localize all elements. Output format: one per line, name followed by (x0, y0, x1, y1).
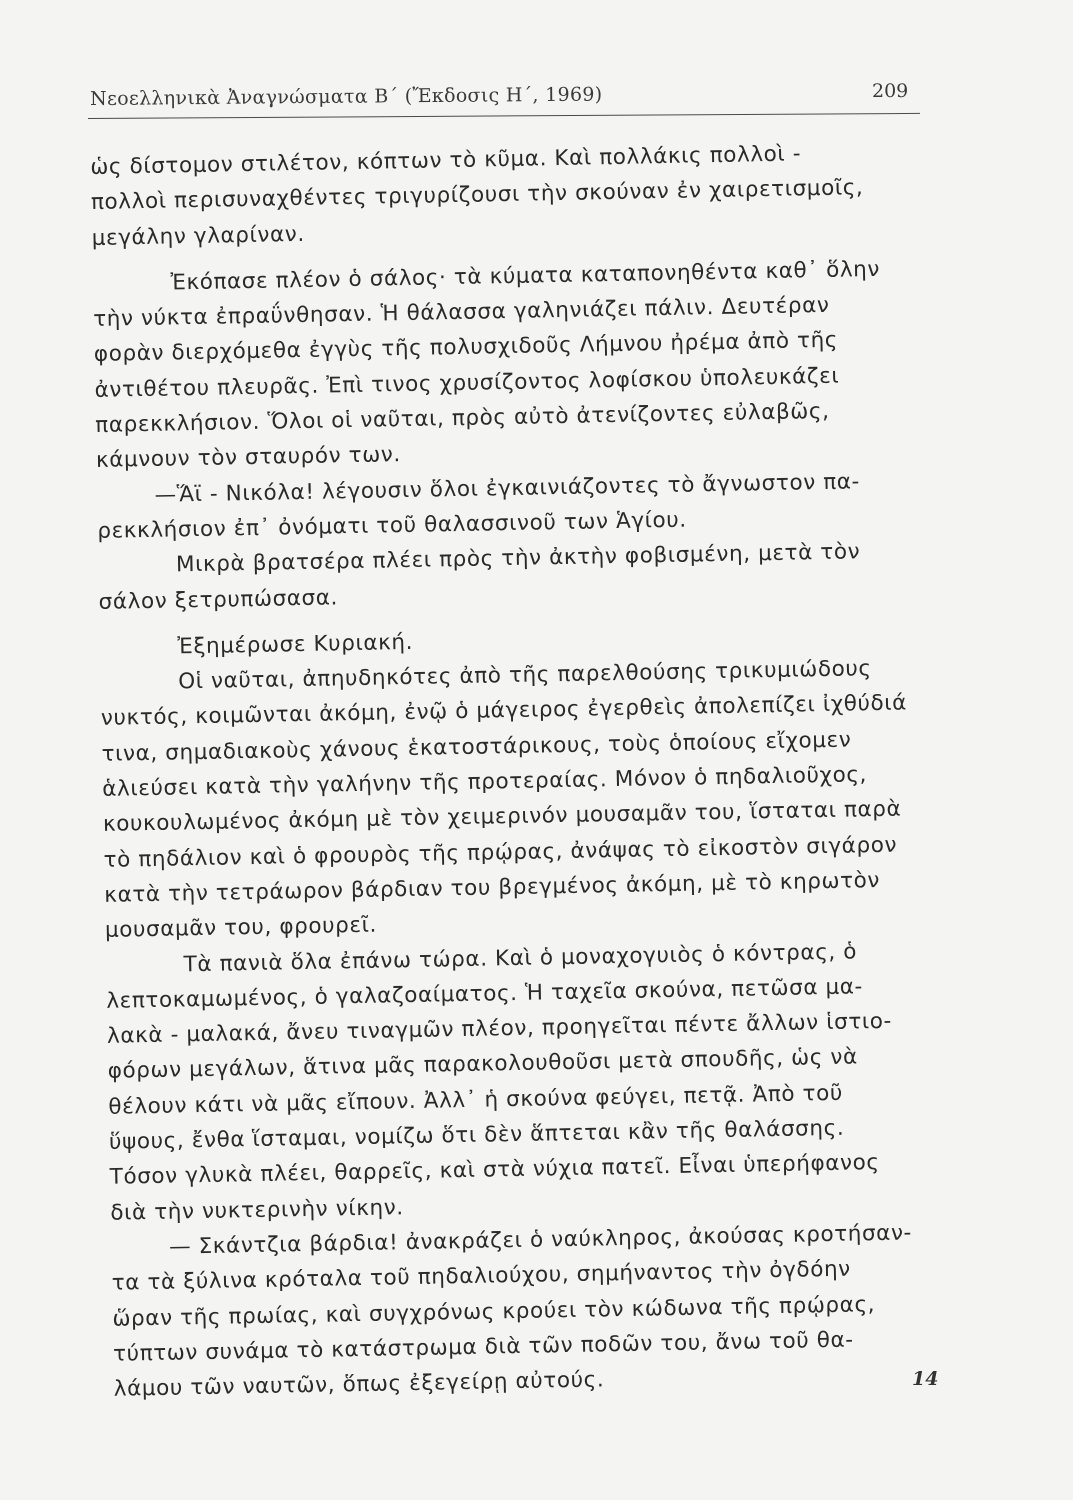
text-line: μουσαμᾶν του, φρουρεῖ. (104, 912, 378, 944)
text-line: μεγάλην γλαρίναν. (91, 221, 306, 251)
text-line: λεπτοκαμωμένος, ὁ γαλαζοαίματος. Ἡ ταχεῖα σκούνα, πετῶσα μα- (106, 974, 864, 1014)
text-line: κατὰ τὴν τετράωρον βάρδιαν του βρεγμένος ἀκόμη, μὲ τὸ κηρωτὸν (104, 867, 881, 908)
text-line: ρεκκλήσιον ἐπ᾽ ὀνόματι τοῦ θαλασσινοῦ των Ἁγίου. (97, 507, 687, 544)
header-rule (88, 113, 920, 119)
text-line: ὥραν τῆς πρωίας, καὶ συγχρόνως κρούει τὸν κώδωνα τῆς πρῴρας, (112, 1291, 876, 1332)
text-line: Τὰ πανιὰ ὅλα ἐπάνω τώρα. Καὶ ὁ μοναχογυιὸς ὁ κόντρας, ὁ (183, 938, 858, 977)
text-line: λακὰ - μαλακά, ἄνευ τιναγμῶν πλέον, προηγεῖται πέντε ἄλλων ἱστιο- (106, 1008, 893, 1049)
text-line: παρεκκλήσιον. Ὅλοι οἱ ναῦται, πρὸς αὐτὸ ἀτενίζοντες εὐλαβῶς, (95, 398, 830, 439)
text-line: ὡς δίστομον στιλέτον, κόπτων τὸ κῦμα. Καὶ πολλάκις πολλοὶ - (90, 141, 802, 180)
signature-mark: 14 (912, 1368, 939, 1390)
running-title: Νεοελληνικὰ Ἀναγνώσματα Β΄ (Ἔκδοσις Η΄, 1969) (90, 83, 603, 110)
page-number: 209 (872, 80, 909, 102)
text-line: ὕψους, ἔνθα ἵσταμαι, νομίζω ὅτι δὲν ἅπτεται κἂν τῆς θαλάσσης. (108, 1115, 845, 1155)
text-line: σάλον ξετρυπώσασα. (98, 584, 339, 615)
text-line: πολλοὶ περισυναχθέντες τριγυρίζουσι τὴν σκούναν ἐν χαιρετισμοῖς, (90, 175, 864, 216)
text-line: φορὰν διερχόμεθα ἐγγὺς τῆς πολυσχιδοῦς Λήμνου ἠρέμα ἀπὸ τῆς (93, 328, 839, 368)
text-line: Οἱ ναῦται, ἀπηυδηκότες ἀπὸ τῆς παρελθούσης τρικυμιώδους (177, 656, 872, 695)
text-line: ἁλιεύσει κατὰ τὴν γαλήνην τῆς προτεραίας. Μόνον ὁ πηδαλιοῦχος, (102, 762, 868, 802)
text-line: θέλουν κάτι νὰ μᾶς εἴπουν. Ἀλλ᾽ ἡ σκούνα φεύγει, πετᾷ. Ἀπὸ τοῦ (108, 1080, 844, 1120)
text-line: ἀντιθέτου πλευρᾶς. Ἐπὶ τινος χρυσίζοντος λοφίσκου ὑπολευκάζει (94, 363, 840, 403)
text-line: φόρων μεγάλων, ἅτινα μᾶς παρακολουθοῦσι μετὰ σπουδῆς, ὡς νὰ (107, 1044, 859, 1085)
text-line: — Σκάντζια βάρδια! ἀνακράζει ὁ ναύκληρος, ἀκούσας κροτήσαν- (168, 1220, 913, 1260)
text-line: κάμνουν τὸν σταυρόν των. (95, 442, 402, 474)
text-line: τὸ πηδάλιον καὶ ὁ φρουρὸς τῆς πρῴρας, ἀνάψας τὸ εἰκοστὸν σιγάρον (103, 832, 898, 873)
text-line: Ἐξημέρωσε Κυριακή. (177, 629, 414, 660)
text-line: τύπτων συνάμα τὸ κατάστρωμα διὰ τῶν ποδῶν του, ἄνω τοῦ θα- (112, 1327, 854, 1367)
text-line: νυκτός, κοιμῶνται ἀκόμη, ἐνῷ ὁ μάγειρος ἐγερθεὶς ἀπολεπίζει ἰχθύδιά (100, 690, 908, 732)
text-line: Ἐκόπασε πλέον ὁ σάλος· τὰ κύματα καταπονηθέντα καθ᾽ ὅλην (170, 256, 881, 296)
text-line: Τόσον γλυκὰ πλέει, θαρρεῖς, καὶ στὰ νύχια πατεῖ. Εἶναι ὑπερήφανος (109, 1150, 880, 1191)
text-line: —Ἅϊ - Νικόλα! λέγουσιν ὅλοι ἐγκαινιάζοντες τὸ ἄγνωστον πα- (154, 468, 861, 508)
text-line: κουκουλωμένος ἀκόμη μὲ τὸν χειμερινόν μουσαμᾶν του, ἵσταται παρὰ (102, 796, 902, 838)
text-line: διὰ τὴν νυκτερινὴν νίκην. (110, 1194, 404, 1226)
text-line: τὴν νύκτα ἐπραΰνθησαν. Ἡ θάλασσα γαληνιάζει πάλιν. Δευτέραν (93, 293, 830, 333)
text-line: λάμου τῶν ναυτῶν, ὅπως ἐξεγείρῃ αὐτούς. (113, 1367, 605, 1402)
text-line: τα τὰ ξύλινα κρόταλα τοῦ πηδαλιούχου, σημήναντος τὴν ὀγδόην (111, 1256, 852, 1296)
body-text (90, 134, 954, 1407)
text-line: τινα, σημαδιακοὺς χάνους ἑκατοστάρικους, τοὺς ὁποίους εἴχομεν (101, 727, 852, 767)
text-line: Μικρὰ βρατσέρα πλέει πρὸς τὴν ἀκτὴν φοβισμένη, μετὰ τὸν (175, 539, 861, 578)
